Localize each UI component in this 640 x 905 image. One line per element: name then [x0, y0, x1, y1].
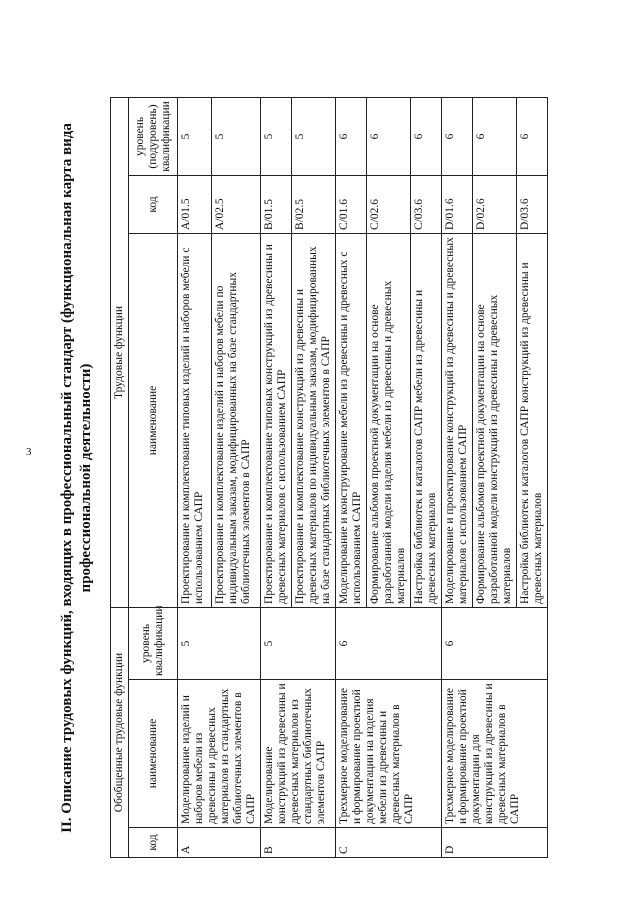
function-level: 6	[411, 97, 442, 175]
group-code: A	[178, 828, 261, 858]
table-row	[336, 97, 367, 857]
function-level: 6	[517, 97, 548, 175]
table-row	[178, 97, 212, 857]
col-header-name: наименование	[129, 680, 178, 828]
function-level: 6	[473, 97, 517, 175]
function-code: C/03.6	[411, 175, 442, 233]
col-header-tf-code: код	[129, 175, 178, 233]
col-header-tf-name: наименование	[129, 233, 178, 607]
functional-map-table	[110, 97, 548, 858]
generalized-functions-header: Обобщенные трудовые функции	[111, 607, 129, 857]
function-code: C/01.6	[336, 175, 367, 233]
function-name: Формирование альбомов проектной документации на основе разработанной модели конструкций из древесины и древесных материалов	[473, 233, 517, 607]
col-header-qual-level: уровень квалификации	[129, 607, 178, 679]
function-level: 5	[212, 97, 261, 175]
group-level: 6	[336, 607, 442, 679]
group-name: Трехмерное моделирование и формирование проектной документации для конструкций из древесины и древесных материалов в САПР	[442, 680, 548, 828]
table-row	[261, 97, 292, 857]
function-code: D/02.6	[473, 175, 517, 233]
group-level: 5	[261, 607, 336, 679]
group-name: Моделирование изделий и наборов мебели из древесины и древесных материалов из стандартных библиотечных элементов в САПР	[178, 680, 261, 828]
col-header-sublevel: уровень (подуровень) квалификации	[129, 97, 178, 175]
group-code: B	[261, 828, 336, 858]
function-level: 6	[442, 97, 473, 175]
labor-functions-header: Трудовые функции	[111, 97, 129, 607]
col-header-code: код	[129, 828, 178, 858]
function-name: Формирование альбомов проектной документации на основе разработанной модели изделия мебели из древесины и древесных материалов	[367, 233, 411, 607]
function-name: Проектирование и комплектование изделий и наборов мебели по индивидуальным заказам, модифицированных на базе стандартных библиотечных элементов в САПР	[212, 233, 261, 607]
function-code: A/02.5	[212, 175, 261, 233]
table-row	[442, 97, 473, 857]
function-name: Проектирование и комплектование типовых изделий и наборов мебели с использованием САПР	[178, 233, 212, 607]
function-name: Проектирование и комплектование конструкций из древесины и древесных материалов по индивидуальным заказам, модифицированных на базе стандартных библиотечных элементов в САПР	[292, 233, 336, 607]
group-code: C	[336, 828, 442, 858]
function-code: D/01.6	[442, 175, 473, 233]
function-code: B/01.5	[261, 175, 292, 233]
group-level: 5	[178, 607, 261, 679]
function-code: C/02.6	[367, 175, 411, 233]
document-title: II. Описание трудовых функций, входящих в профессиональный стандарт (функциональная карта вида профессиональной деятельности)	[59, 123, 94, 833]
function-level: 5	[261, 97, 292, 175]
function-name: Моделирование и проектирование конструкций из древесины и древесных материалов с использованием САПР	[442, 233, 473, 607]
function-code: B/02.5	[292, 175, 336, 233]
group-level: 6	[442, 607, 548, 679]
column-header-row	[129, 97, 178, 857]
rotated-page-content	[20, 78, 620, 878]
function-level: 6	[367, 97, 411, 175]
function-name: Проектирование и комплектование типовых конструкций из древесины и древесных материалов с использованием САПР	[261, 233, 292, 607]
group-name: Трехмерное моделирование и формирование проектной документации на изделия мебели из древесины и древесных материалов в САПР	[336, 680, 442, 828]
group-name: Моделирование конструкций из древесины и древесных материалов из стандартных библиотечных элементов САПР	[261, 680, 336, 828]
function-code: A/01.5	[178, 175, 212, 233]
function-level: 6	[336, 97, 367, 175]
function-code: D/03.6	[517, 175, 548, 233]
function-level: 5	[292, 97, 336, 175]
group-code: D	[442, 828, 548, 858]
function-level: 5	[178, 97, 212, 175]
page-number: 3	[26, 446, 32, 458]
function-name: Моделирование и конструирование мебели из древесины и древесных с использованием САПР	[336, 233, 367, 607]
function-name: Настройка библиотек и каталогов САПР конструкций из древесины и древесных материалов	[517, 233, 548, 607]
group-header-row	[111, 97, 129, 857]
function-name: Настройка библиотек и каталогов САПР мебели из древесины и древесных материалов	[411, 233, 442, 607]
